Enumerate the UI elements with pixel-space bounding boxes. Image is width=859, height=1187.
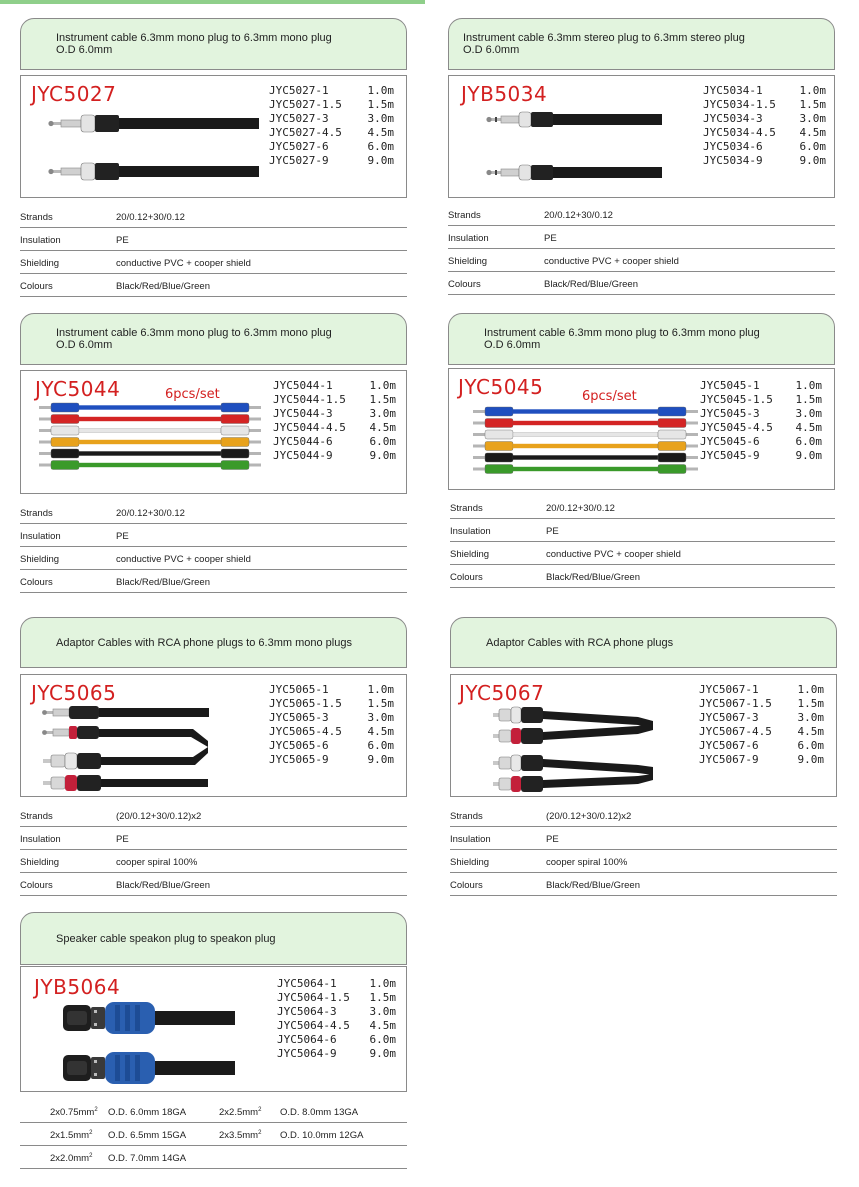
model-length: 3.0m (369, 407, 396, 420)
rca-plug (493, 724, 653, 744)
model-number: JYC5064-9 (277, 1047, 337, 1060)
spec-value: conductive PVC + cooper shield (116, 554, 251, 565)
colored-cable (473, 442, 698, 451)
spec-value: cooper spiral 100% (116, 857, 198, 868)
gauge-row (20, 1123, 407, 1146)
model-length: 1.5m (369, 393, 396, 406)
model-row (269, 112, 394, 126)
spec-row-shielding (20, 850, 407, 873)
spec-row-strands (450, 496, 835, 519)
model-row (269, 84, 394, 98)
model-number: JYC5065-6 (269, 739, 329, 752)
model-length: 6.0m (367, 739, 394, 752)
colored-cable (39, 438, 261, 447)
spec-row-insulation (20, 524, 407, 547)
model-number: JYC5064-3 (277, 1005, 337, 1018)
spec-table (20, 501, 407, 593)
spec-row-colours (448, 272, 835, 295)
model-number: JYC5034-9 (703, 154, 763, 167)
model-length: 6.0m (367, 140, 394, 153)
model-row (273, 449, 396, 463)
spec-label: Insulation (20, 531, 61, 542)
spec-value: conductive PVC + cooper shield (546, 549, 681, 560)
model-row (700, 421, 822, 435)
model-number: JYC5064-4.5 (277, 1019, 350, 1032)
model-length: 6.0m (369, 435, 396, 448)
model-number: JYC5045-6 (700, 435, 760, 448)
spec-value: Black/Red/Blue/Green (116, 281, 210, 292)
product-title: Adaptor Cables with RCA phone plugs to 6.3mm mono plugs (56, 636, 352, 649)
spec-row-strands (20, 804, 407, 827)
spec-row-insulation (20, 228, 407, 251)
model-row (269, 739, 394, 753)
rca-plug (43, 747, 208, 769)
colored-cable (473, 453, 698, 462)
spec-value: conductive PVC + cooper shield (116, 258, 251, 269)
model-length: 3.0m (367, 711, 394, 724)
product-panel (20, 75, 407, 198)
model-row (269, 140, 394, 154)
product-title-tab (20, 617, 407, 668)
model-length: 3.0m (367, 112, 394, 125)
spec-value: PE (546, 526, 559, 537)
spec-label: Shielding (20, 554, 60, 565)
mono-jack-plug (42, 726, 208, 747)
model-length: 9.0m (799, 154, 826, 167)
gauge-od-ga: O.D. 7.0mm 14GA (108, 1153, 187, 1164)
model-length: 3.0m (797, 711, 824, 724)
spec-table (450, 804, 837, 896)
model-length: 4.5m (799, 126, 826, 139)
model-row (699, 739, 824, 753)
spec-label: Colours (20, 281, 53, 292)
colored-cable (473, 419, 698, 428)
model-length: 3.0m (795, 407, 822, 420)
product-code: JYB5064 (34, 975, 121, 999)
model-row (269, 697, 394, 711)
spec-table (20, 804, 407, 896)
product-title: Instrument cable 6.3mm mono plug to 6.3mm mono plug (484, 327, 760, 339)
top-accent-bar (0, 0, 425, 4)
product-title-tab (20, 18, 407, 70)
spec-value: Black/Red/Blue/Green (116, 880, 210, 891)
product-title: Speaker cable speakon plug to speakon plug (56, 932, 276, 945)
spec-label: Insulation (20, 235, 61, 246)
spec-row-shielding (20, 251, 407, 274)
product-title-tab (448, 18, 835, 70)
spec-label: Shielding (448, 256, 488, 267)
model-length: 4.5m (797, 725, 824, 738)
model-row (700, 379, 822, 393)
spec-label: Insulation (450, 526, 491, 537)
model-length: 9.0m (367, 154, 394, 167)
model-row (273, 393, 396, 407)
model-length: 6.0m (797, 739, 824, 752)
model-length: 9.0m (797, 753, 824, 766)
model-number: JYC5034-6 (703, 140, 763, 153)
model-row (273, 421, 396, 435)
model-number: JYC5044-3 (273, 407, 333, 420)
model-length: 1.5m (367, 697, 394, 710)
model-length: 4.5m (369, 421, 396, 434)
product-code: JYC5045 (458, 375, 544, 399)
spec-row-insulation (450, 827, 837, 850)
model-number: JYC5064-6 (277, 1033, 337, 1046)
model-row (703, 98, 826, 112)
model-row (269, 154, 394, 168)
rca-plug (493, 774, 653, 792)
product-code: JYC5027 (31, 82, 117, 106)
model-number: JYC5044-1.5 (273, 393, 346, 406)
model-number: JYC5027-4.5 (269, 126, 342, 139)
spec-value: 20/0.12+30/0.12 (546, 503, 615, 514)
spec-row-insulation (450, 519, 835, 542)
spec-row-shielding (450, 850, 837, 873)
spec-row-colours (450, 565, 835, 588)
model-number: JYC5045-1 (700, 379, 760, 392)
model-row (699, 725, 824, 739)
model-length: 3.0m (799, 112, 826, 125)
speakon-cable-image (63, 1001, 235, 1085)
colored-cable (39, 461, 261, 470)
model-row (273, 435, 396, 449)
gauge-size: $2x3.5mm^2$ (219, 1130, 262, 1141)
spec-table (448, 203, 835, 295)
spec-value: conductive PVC + cooper shield (544, 256, 679, 267)
model-list (277, 977, 396, 1061)
mono-jack-plug (42, 706, 209, 719)
product-subtitle: O.D 6.0mm (56, 339, 113, 351)
gauge-od-ga: O.D. 6.5mm 15GA (108, 1130, 187, 1141)
model-length: 1.0m (795, 379, 822, 392)
model-list (273, 379, 396, 463)
model-number: JYC5034-1 (703, 84, 763, 97)
product-title-tab (20, 912, 407, 965)
product-code: JYC5067 (459, 681, 545, 705)
spec-label: Shielding (450, 549, 490, 560)
model-row (269, 711, 394, 725)
model-number: JYC5067-1.5 (699, 697, 772, 710)
model-row (699, 753, 824, 767)
model-row (277, 991, 396, 1005)
spec-value: PE (116, 531, 129, 542)
model-length: 1.5m (369, 991, 396, 1004)
colored-cable (39, 426, 261, 435)
spec-row-insulation (20, 827, 407, 850)
model-row (269, 683, 394, 697)
speakon-plug (63, 1002, 235, 1034)
model-list (703, 84, 826, 168)
spec-label: Strands (450, 503, 483, 514)
model-list (699, 683, 824, 767)
speakon-plug (63, 1052, 235, 1084)
spec-label: Strands (20, 508, 53, 519)
spec-row-colours (20, 274, 407, 297)
model-number: JYC5034-4.5 (703, 126, 776, 139)
colored-cable-set-image (473, 407, 698, 475)
model-length: 9.0m (369, 1047, 396, 1060)
product-panel (20, 370, 407, 494)
spec-label: Strands (20, 811, 53, 822)
spec-value: PE (116, 834, 129, 845)
model-row (269, 725, 394, 739)
spec-label: Insulation (448, 233, 489, 244)
model-number: JYC5045-3 (700, 407, 760, 420)
model-number: JYC5044-9 (273, 449, 333, 462)
spec-value: (20/0.12+30/0.12)x2 (116, 811, 202, 822)
model-row (699, 683, 824, 697)
model-length: 1.0m (369, 379, 396, 392)
gauge-size: $2x2.0mm^2$ (50, 1153, 93, 1164)
spec-row-shielding (450, 542, 835, 565)
colored-cable-set-image (39, 403, 261, 471)
model-length: 1.5m (795, 393, 822, 406)
model-number: JYC5034-3 (703, 112, 763, 125)
model-number: JYC5067-9 (699, 753, 759, 766)
model-row (269, 98, 394, 112)
stereo-jack-plug (486, 165, 662, 180)
gauge-size: $2x0.75mm^2$ (50, 1107, 98, 1118)
model-number: JYC5064-1 (277, 977, 337, 990)
model-row (703, 140, 826, 154)
spec-row-colours (450, 873, 837, 896)
spec-label: Colours (450, 572, 483, 583)
model-list (269, 84, 394, 168)
product-title-tab (448, 313, 835, 365)
product-panel (450, 674, 837, 797)
model-length: 1.0m (367, 84, 394, 97)
spec-row-colours (20, 570, 407, 593)
model-row (277, 1005, 396, 1019)
colored-cable (473, 407, 698, 416)
product-code: JYB5034 (461, 82, 548, 106)
model-number: JYC5027-1 (269, 84, 329, 97)
model-row (273, 407, 396, 421)
model-number: JYC5065-9 (269, 753, 329, 766)
gauge-od-ga: O.D. 10.0mm 12GA (280, 1130, 364, 1141)
gauge-row (20, 1146, 407, 1169)
model-row (277, 1019, 396, 1033)
model-length: 6.0m (369, 1033, 396, 1046)
colored-cable (39, 403, 261, 412)
mono-jack-cable-image (49, 106, 259, 191)
spec-row-shielding (448, 249, 835, 272)
product-panel (448, 75, 835, 198)
model-number: JYC5045-4.5 (700, 421, 773, 434)
spec-value: PE (544, 233, 557, 244)
spec-label: Colours (448, 279, 481, 290)
spec-table (20, 205, 407, 297)
spec-row-strands (20, 205, 407, 228)
colored-cable (473, 465, 698, 474)
model-number: JYC5065-1.5 (269, 697, 342, 710)
model-row (269, 753, 394, 767)
spec-value: Black/Red/Blue/Green (546, 572, 640, 583)
model-number: JYC5044-6 (273, 435, 333, 448)
product-title-tab (20, 313, 407, 365)
model-row (700, 407, 822, 421)
spec-label: Shielding (450, 857, 490, 868)
model-length: 1.5m (797, 697, 824, 710)
spec-row-colours (20, 873, 407, 896)
model-length: 4.5m (367, 126, 394, 139)
spec-value: 20/0.12+30/0.12 (116, 212, 185, 223)
rca-plug (43, 775, 208, 791)
rca-to-jack-cable-image (43, 699, 208, 791)
model-row (273, 379, 396, 393)
gauge-od-ga: O.D. 8.0mm 13GA (280, 1107, 359, 1118)
model-number: JYC5027-3 (269, 112, 329, 125)
model-length: 1.5m (799, 98, 826, 111)
product-panel (20, 966, 407, 1092)
model-length: 9.0m (795, 449, 822, 462)
spec-label: Strands (20, 212, 53, 223)
model-row (277, 977, 396, 991)
model-length: 1.0m (367, 683, 394, 696)
gauge-od-ga: O.D. 6.0mm 18GA (108, 1107, 187, 1118)
spec-label: Insulation (450, 834, 491, 845)
spec-value: Black/Red/Blue/Green (544, 279, 638, 290)
model-row (700, 449, 822, 463)
model-number: JYC5065-4.5 (269, 725, 342, 738)
mono-jack-plug (48, 163, 259, 180)
gauge-size: $2x2.5mm^2$ (219, 1107, 262, 1118)
model-row (277, 1047, 396, 1061)
rca-plug (493, 707, 653, 729)
model-number: JYC5067-3 (699, 711, 759, 724)
model-row (703, 112, 826, 126)
model-row (269, 126, 394, 140)
model-number: JYC5067-6 (699, 739, 759, 752)
product-panel (448, 368, 835, 490)
product-title: Instrument cable 6.3mm stereo plug to 6.3mm stereo plug (463, 32, 745, 44)
spec-table (450, 496, 835, 588)
model-length: 4.5m (367, 725, 394, 738)
spec-row-strands (20, 501, 407, 524)
model-number: JYC5045-9 (700, 449, 760, 462)
product-panel (20, 674, 407, 797)
model-row (703, 126, 826, 140)
model-row (700, 435, 822, 449)
model-number: JYC5065-3 (269, 711, 329, 724)
stereo-jack-cable-image (487, 102, 662, 192)
model-number: JYC5027-9 (269, 154, 329, 167)
model-length: 9.0m (369, 449, 396, 462)
gauge-row (20, 1100, 407, 1123)
product-code: JYC5065 (31, 681, 117, 705)
colored-cable (39, 449, 261, 458)
stereo-jack-plug (486, 112, 662, 127)
model-number: JYC5067-1 (699, 683, 759, 696)
spec-row-strands (448, 203, 835, 226)
model-list (269, 683, 394, 767)
colored-cable (39, 415, 261, 424)
model-number: JYC5064-1.5 (277, 991, 350, 1004)
model-length: 1.5m (367, 98, 394, 111)
spec-label: Colours (20, 577, 53, 588)
model-number: JYC5027-6 (269, 140, 329, 153)
model-length: 4.5m (795, 421, 822, 434)
spec-row-insulation (448, 226, 835, 249)
product-title: Adaptor Cables with RCA phone plugs (486, 636, 674, 649)
spec-value: Black/Red/Blue/Green (116, 577, 210, 588)
model-number: JYC5044-4.5 (273, 421, 346, 434)
spec-label: Insulation (20, 834, 61, 845)
model-number: JYC5045-1.5 (700, 393, 773, 406)
spec-row-strands (450, 804, 837, 827)
product-code: JYC5044 (35, 377, 121, 401)
model-row (699, 697, 824, 711)
spec-value: 20/0.12+30/0.12 (544, 210, 613, 221)
model-length: 9.0m (367, 753, 394, 766)
model-number: JYC5065-1 (269, 683, 329, 696)
spec-value: PE (546, 834, 559, 845)
model-number: JYC5044-1 (273, 379, 333, 392)
mono-jack-plug (48, 115, 259, 132)
model-length: 4.5m (369, 1019, 396, 1032)
model-length: 6.0m (795, 435, 822, 448)
spec-row-shielding (20, 547, 407, 570)
spec-value: (20/0.12+30/0.12)x2 (546, 811, 632, 822)
model-length: 1.0m (797, 683, 824, 696)
gauge-size: $2x1.5mm^2$ (50, 1130, 93, 1141)
spec-value: Black/Red/Blue/Green (546, 880, 640, 891)
colored-cable (473, 430, 698, 439)
model-row (277, 1033, 396, 1047)
spec-label: Strands (448, 210, 481, 221)
spec-value: PE (116, 235, 129, 246)
product-title-tab (450, 617, 837, 668)
product-subtitle: O.D 6.0mm (463, 44, 520, 56)
model-length: 3.0m (369, 1005, 396, 1018)
model-number: JYC5067-4.5 (699, 725, 772, 738)
model-length: 6.0m (799, 140, 826, 153)
set-label: 6pcs/set (165, 387, 220, 402)
model-number: JYC5034-1.5 (703, 98, 776, 111)
rca-plug (493, 755, 653, 775)
model-row (699, 711, 824, 725)
model-length: 1.0m (799, 84, 826, 97)
spec-label: Shielding (20, 258, 60, 269)
spec-label: Strands (450, 811, 483, 822)
product-title: Instrument cable 6.3mm mono plug to 6.3mm mono plug (56, 327, 332, 339)
model-number: JYC5027-1.5 (269, 98, 342, 111)
model-row (703, 154, 826, 168)
spec-label: Shielding (20, 857, 60, 868)
spec-label: Colours (20, 880, 53, 891)
model-length: 1.0m (369, 977, 396, 990)
product-subtitle: O.D 6.0mm (56, 44, 113, 56)
gauge-table (20, 1100, 407, 1169)
spec-value: cooper spiral 100% (546, 857, 628, 868)
spec-value: 20/0.12+30/0.12 (116, 508, 185, 519)
rca-cable-image (493, 705, 653, 793)
product-title: Instrument cable 6.3mm mono plug to 6.3mm mono plug (56, 32, 332, 44)
model-list (700, 379, 822, 463)
model-row (703, 84, 826, 98)
set-label: 6pcs/set (582, 389, 637, 404)
model-row (700, 393, 822, 407)
spec-label: Colours (450, 880, 483, 891)
product-subtitle: O.D 6.0mm (484, 339, 541, 351)
